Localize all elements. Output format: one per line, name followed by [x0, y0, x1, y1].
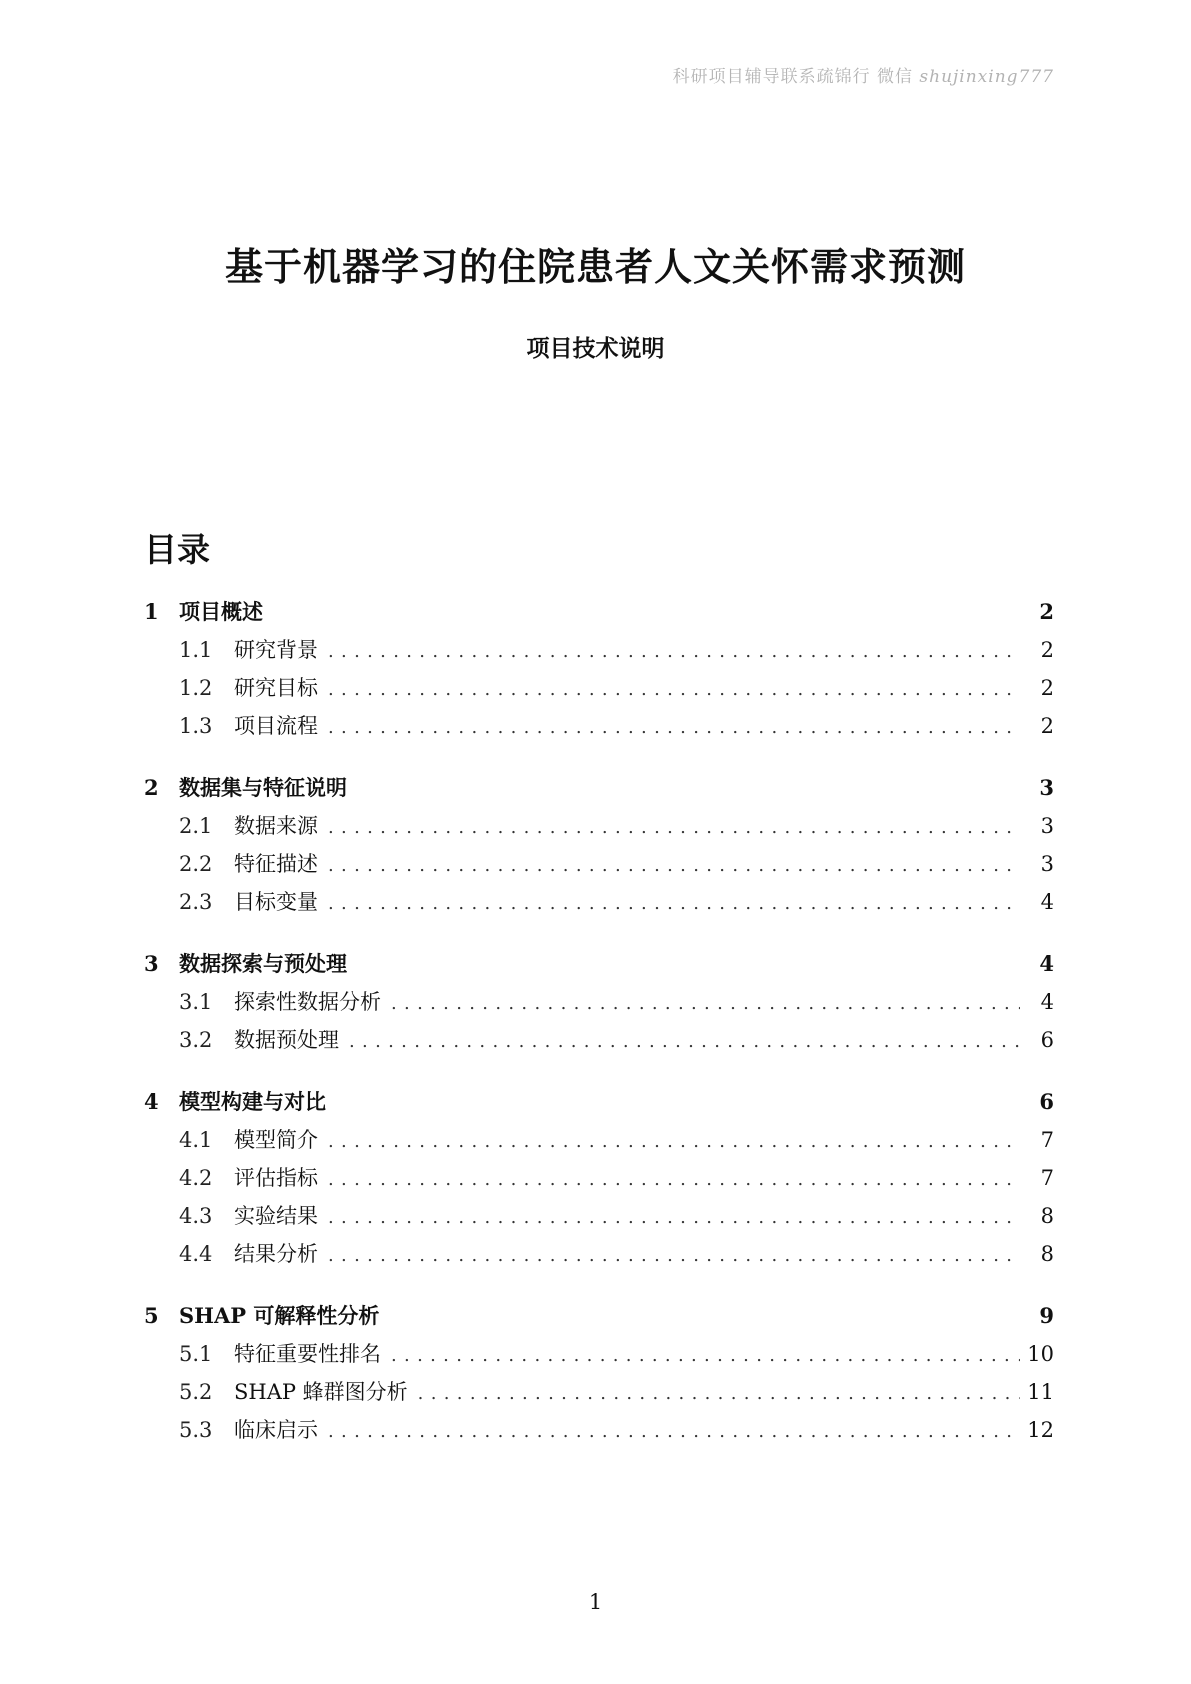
entry-number: 5.1: [179, 1342, 213, 1366]
entry-number: 5.3: [179, 1418, 213, 1442]
dot-leader: [328, 1207, 1020, 1228]
entry-title: 数据来源: [234, 814, 318, 838]
toc-entry[interactable]: [144, 886, 1054, 924]
entry-page: 10: [1027, 1342, 1054, 1366]
toc-entry[interactable]: [144, 1024, 1054, 1062]
dot-leader: [328, 1131, 1020, 1152]
entry-title: 模型简介: [234, 1128, 318, 1152]
entry-page: 3: [1040, 814, 1054, 838]
document-subtitle: 项目技术说明: [526, 335, 665, 362]
section-title: 数据探索与预处理: [179, 951, 347, 976]
entry-title: 项目流程: [234, 714, 318, 738]
toc-entry[interactable]: [144, 1376, 1054, 1414]
entry-title: 评估指标: [234, 1166, 318, 1190]
section-number: 5: [144, 1303, 159, 1328]
toc-entry[interactable]: [144, 810, 1054, 848]
entry-page: 12: [1027, 1418, 1054, 1442]
toc-section-2: [144, 772, 1054, 924]
entry-page: 7: [1040, 1166, 1054, 1190]
section-page: 6: [1039, 1089, 1054, 1114]
entry-page: 8: [1040, 1204, 1054, 1228]
dot-leader: [328, 679, 1020, 700]
watermark-text: 科研项目辅导联系疏锦行 微信: [672, 67, 913, 87]
entry-page: 2: [1040, 638, 1054, 662]
entry-title: 实验结果: [234, 1204, 318, 1228]
entry-number: 2.2: [179, 852, 213, 876]
section-title: 模型构建与对比: [179, 1089, 326, 1114]
entry-number: 3.1: [179, 990, 213, 1014]
entry-page: 6: [1040, 1028, 1054, 1052]
toc-entry[interactable]: [144, 672, 1054, 710]
dot-leader: [328, 1421, 1020, 1442]
entry-number: 4.2: [179, 1166, 213, 1190]
dot-leader: [328, 817, 1020, 838]
toc-entry[interactable]: [144, 710, 1054, 748]
toc-entry[interactable]: [144, 1124, 1054, 1162]
section-page: 4: [1039, 951, 1054, 976]
entry-title: 临床启示: [234, 1418, 318, 1442]
section-number: 1: [144, 599, 159, 624]
entry-page: 4: [1040, 890, 1054, 914]
toc-entry[interactable]: [144, 1162, 1054, 1200]
entry-number: 2.3: [179, 890, 213, 914]
entry-title: 研究目标: [234, 676, 318, 700]
entry-number: 1.3: [179, 714, 213, 738]
toc-section-1: [144, 596, 1054, 748]
entry-page: 2: [1040, 714, 1054, 738]
section-page: 3: [1039, 775, 1054, 800]
section-number: 4: [144, 1089, 159, 1114]
entry-page: 4: [1040, 990, 1054, 1014]
entry-page: 3: [1040, 852, 1054, 876]
dot-leader: [328, 1169, 1020, 1190]
document-title: 基于机器学习的住院患者人文关怀需求预测: [224, 244, 966, 289]
entry-number: 4.1: [179, 1128, 213, 1152]
toc-entry[interactable]: [144, 986, 1054, 1024]
toc-section-row[interactable]: [144, 596, 1054, 634]
dot-leader: [328, 855, 1020, 876]
entry-page: 11: [1027, 1380, 1054, 1404]
entry-number: 3.2: [179, 1028, 213, 1052]
dot-leader: [328, 1245, 1020, 1266]
toc-section-row[interactable]: [144, 948, 1054, 986]
toc-section-row[interactable]: [144, 1300, 1054, 1338]
entry-page: 7: [1040, 1128, 1054, 1152]
toc-entry[interactable]: [144, 1338, 1054, 1376]
section-page: 9: [1039, 1303, 1054, 1328]
entry-title: 研究背景: [234, 638, 318, 662]
toc-section-3: [144, 948, 1054, 1062]
section-title: SHAP 可解释性分析: [179, 1303, 380, 1328]
entry-number: 4.3: [179, 1204, 213, 1228]
toc-section-5: [144, 1300, 1054, 1452]
dot-leader: [418, 1383, 1020, 1404]
entry-title: 数据预处理: [234, 1028, 339, 1052]
section-number: 2: [144, 775, 159, 800]
toc-entry[interactable]: [144, 1200, 1054, 1238]
entry-page: 8: [1040, 1242, 1054, 1266]
entry-title: 特征重要性排名: [234, 1342, 381, 1366]
toc-section-row[interactable]: [144, 772, 1054, 810]
dot-leader: [328, 893, 1020, 914]
dot-leader: [328, 717, 1020, 738]
dot-leader: [391, 993, 1020, 1014]
section-number: 3: [144, 951, 159, 976]
entry-page: 2: [1040, 676, 1054, 700]
entry-number: 2.1: [179, 814, 213, 838]
entry-title: SHAP 蜂群图分析: [234, 1380, 408, 1404]
toc-entry[interactable]: [144, 1414, 1054, 1452]
entry-number: 1.1: [179, 638, 213, 662]
entry-number: 1.2: [179, 676, 213, 700]
section-title: 数据集与特征说明: [179, 775, 347, 800]
section-page: 2: [1039, 599, 1054, 624]
table-of-contents: [144, 596, 1054, 1476]
dot-leader: [391, 1345, 1020, 1366]
section-title: 项目概述: [179, 599, 263, 624]
toc-section-4: [144, 1086, 1054, 1276]
entry-number: 5.2: [179, 1380, 213, 1404]
toc-section-row[interactable]: [144, 1086, 1054, 1124]
entry-number: 4.4: [179, 1242, 213, 1266]
page-number: 1: [588, 1590, 603, 1614]
toc-entry[interactable]: [144, 1238, 1054, 1276]
entry-title: 探索性数据分析: [234, 990, 381, 1014]
dot-leader: [349, 1031, 1020, 1052]
entry-title: 结果分析: [234, 1242, 318, 1266]
toc-entry[interactable]: [144, 848, 1054, 886]
toc-heading: 目录: [144, 530, 210, 569]
dot-leader: [328, 641, 1020, 662]
toc-entry[interactable]: [144, 634, 1054, 672]
entry-title: 特征描述: [234, 852, 318, 876]
watermark: [673, 62, 1054, 87]
watermark-wechat-id: shujinxing777: [919, 67, 1054, 87]
entry-title: 目标变量: [234, 890, 318, 914]
